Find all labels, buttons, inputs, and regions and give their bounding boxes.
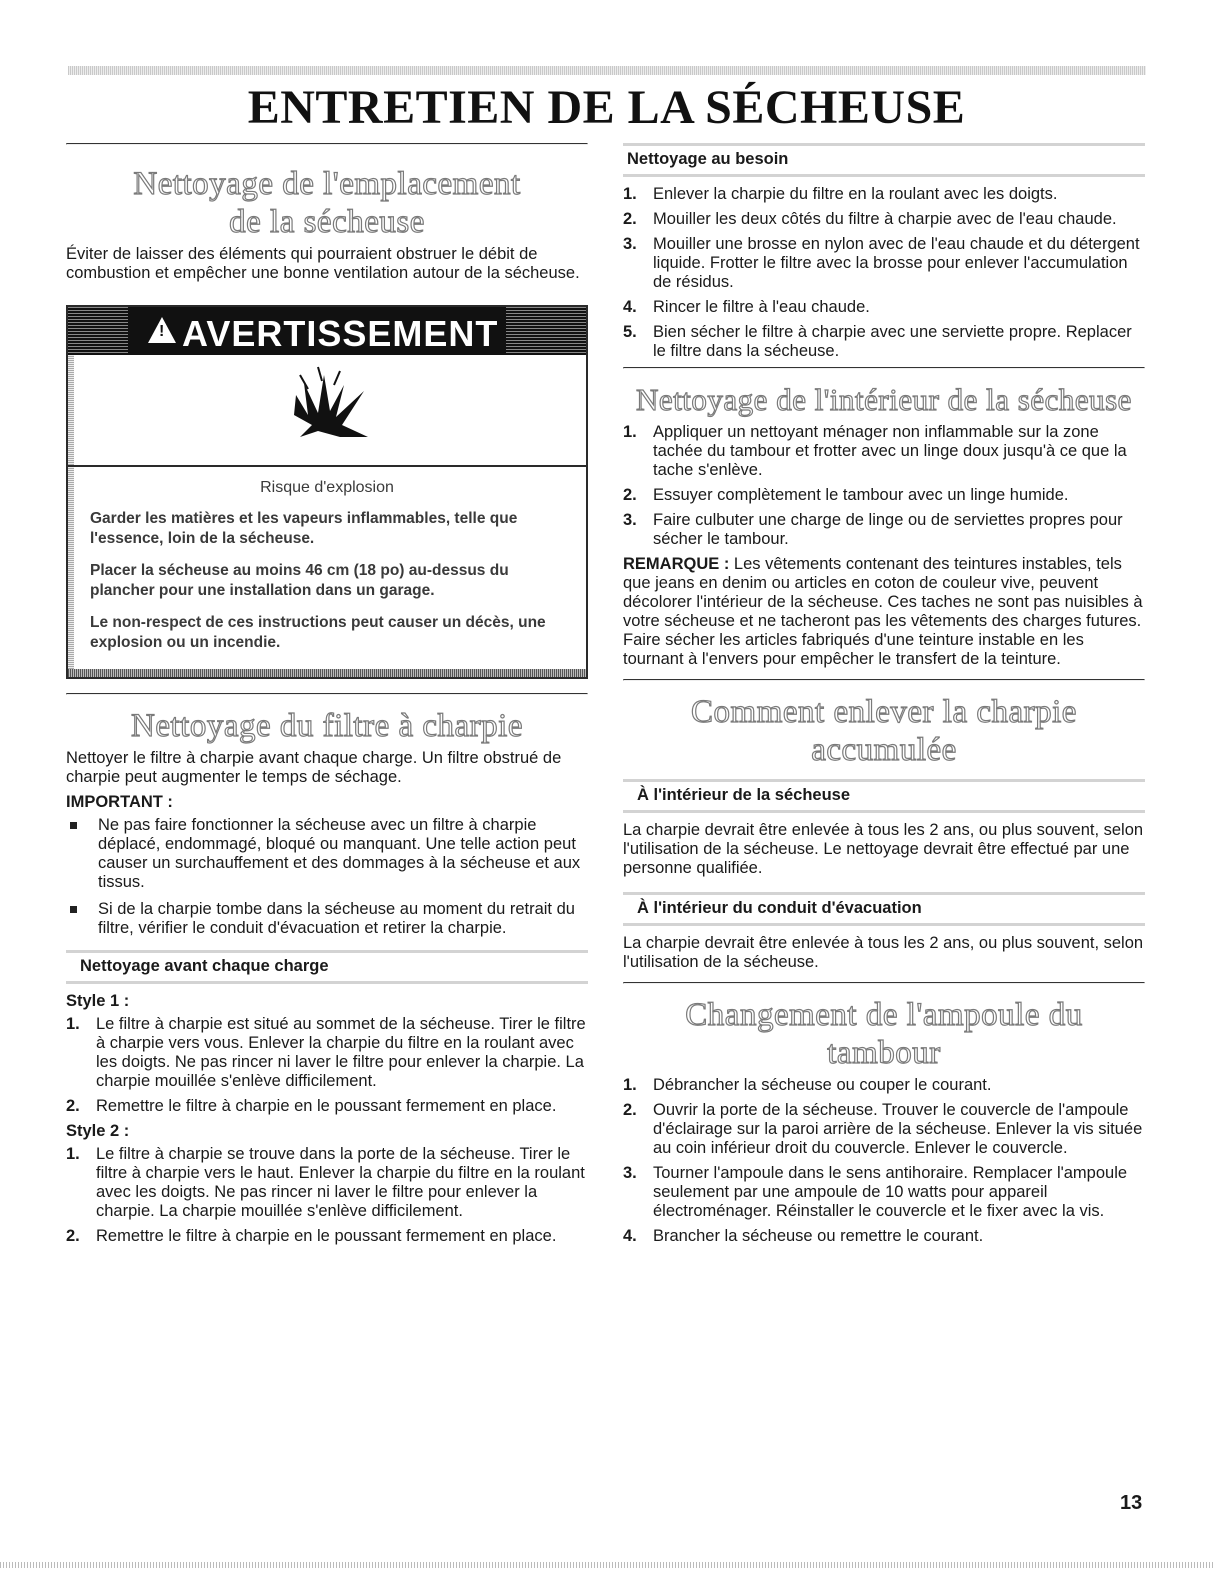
- title-line: Nettoyage de l'emplacement: [133, 166, 521, 202]
- page-title: ENTRETIEN DE LA SÉCHEUSE: [247, 81, 966, 134]
- warning-line: Garder les matières et les vapeurs inflammables, telle que l'essence, loin de la sécheuse.: [90, 510, 518, 547]
- top-decorative-bar: [68, 66, 1146, 75]
- list-item: 2. Remettre le filtre à charpie en le poussant fermement en place.: [66, 1227, 557, 1245]
- list-item: 3. Tourner l'ampoule dans le sens antihoraire. Remplacer l'ampoule seulement par une ampoule de 10 watts pour appareil électroménager. Réinstaller le couvercle et le fixer avec la vis.: [623, 1164, 1128, 1220]
- warning-heading: Risque d'explosion: [260, 479, 394, 496]
- section-divider: [66, 693, 588, 695]
- subhead-avant-charge: Nettoyage avant chaque charge: [66, 950, 588, 984]
- warning-line: Le non-respect de ces instructions peut causer un décès, une explosion ou un incendie.: [90, 614, 546, 651]
- subhead-conduit: À l'intérieur du conduit d'évacuation: [623, 892, 1145, 926]
- left-column: [66, 143, 588, 1252]
- style1-label: Style 1 :: [66, 992, 130, 1010]
- subhead-besoin: Nettoyage au besoin: [623, 143, 1145, 177]
- section-title-interieur: Nettoyage de l'intérieur de la sécheuse: [636, 382, 1132, 417]
- list-item: 1. Le filtre à charpie se trouve dans la porte de la sécheuse. Tirer le filtre à charpie vers le haut. Enlever la charpie du filtre en la roulant avec les doigts. Ne pas rincer ni laver le filtre pour enlever la charpie. La charpie mouillée s'enlève difficilement.: [66, 1145, 585, 1220]
- list-item: 4. Brancher la sécheuse ou remettre le courant.: [623, 1227, 984, 1245]
- list-item: 2. Remettre le filtre à charpie en le poussant fermement en place.: [66, 1097, 557, 1115]
- accumulee-text2: La charpie devrait être enlevée à tous les 2 ans, ou plus souvent, selon l'utilisation de la sécheuse.: [623, 934, 1144, 971]
- title-line: de la sécheuse: [229, 204, 425, 240]
- section-divider: [623, 679, 1145, 681]
- list-item: 5. Bien sécher le filtre à charpie avec une serviette propre. Replacer le filtre dans la sécheuse.: [623, 323, 1132, 360]
- section-title-accumulee: [623, 693, 1145, 769]
- warning-triangle-icon: !: [148, 317, 176, 343]
- besoin-steps: [623, 185, 1145, 361]
- list-item: 3. Mouiller une brosse en nylon avec de l'eau chaude et du détergent liquide. Frotter le filtre avec la brosse pour enlever l'accumulation de résidus.: [623, 235, 1140, 291]
- title-line: Comment enlever la charpie: [691, 694, 1077, 730]
- subhead-interieur-secheuse: À l'intérieur de la sécheuse: [623, 779, 1145, 813]
- emplacement-text: Éviter de laisser des éléments qui pourraient obstruer le débit de combustion et empêcher une bonne ventilation autour de la sécheuse.: [66, 245, 580, 282]
- list-item: 2. Essuyer complètement le tambour avec un linge humide.: [623, 486, 1069, 504]
- list-item: 3. Faire culbuter une charge de linge ou de serviettes propres pour sécher le tambour.: [623, 511, 1123, 548]
- style1-steps: [66, 1015, 588, 1116]
- list-item: 2. Mouiller les deux côtés du filtre à charpie avec de l'eau chaude.: [623, 210, 1117, 228]
- title-line: Changement de l'ampoule du: [685, 997, 1083, 1033]
- list-item: 1. Enlever la charpie du filtre en la roulant avec les doigts.: [623, 185, 1058, 203]
- title-line: tambour: [827, 1035, 941, 1071]
- section-divider: [623, 367, 1145, 369]
- warning-line: Placer la sécheuse au moins 46 cm (18 po) au-dessus du plancher pour une installation dans un garage.: [90, 562, 509, 599]
- list-item: 1. Le filtre à charpie est situé au sommet de la sécheuse. Tirer le filtre à charpie vers vous. Enlever la charpie du filtre en la roulant avec les doigts. Ne pas rincer ni laver le filtre pour enlever la charpie. La charpie mouillée s'enlève difficilement.: [66, 1015, 586, 1090]
- list-item: 1. Appliquer un nettoyant ménager non inflammable sur la zone tachée du tambour et frotter avec un linge doux jusqu'à ce que la tache s'enlève.: [623, 423, 1127, 479]
- interieur-steps: [623, 423, 1145, 549]
- bottom-decorative-bar: [0, 1562, 1213, 1568]
- page-number: 13: [1120, 1492, 1143, 1514]
- list-item: 1. Débrancher la sécheuse ou couper le courant.: [623, 1076, 992, 1094]
- section-title-ampoule: [623, 996, 1145, 1072]
- warning-body: [68, 467, 586, 653]
- list-item: 4. Rincer le filtre à l'eau chaude.: [623, 298, 870, 316]
- important-label: IMPORTANT :: [66, 793, 173, 811]
- ampoule-steps: [623, 1076, 1145, 1246]
- right-column: [623, 143, 1145, 1252]
- section-title-emplacement: [66, 165, 588, 241]
- remarque: REMARQUE : Les vêtements contenant des teintures instables, tels que jeans en denim ou articles en coton de couleur vive, peuvent décolorer l'intérieur de la sécheuse. Ces taches ne sont pas nuisibles à votre sécheuse et ne tacheront pas les vêtements des charges futures. Faire sécher les articles fabriqués d'une teinture instable en les tournant à l'envers pour empêcher le transfert de la teinture.: [623, 555, 1143, 668]
- section-divider: [623, 982, 1145, 984]
- warning-header: [68, 307, 586, 355]
- list-item: 2. Ouvrir la porte de la sécheuse. Trouver le couvercle de l'ampoule d'éclairage sur la paroi arrière de la sécheuse. Enlever la vis située au coin inférieur droit du couvercle. Enlever le couvercle.: [623, 1101, 1143, 1157]
- section-title-filtre: Nettoyage du filtre à charpie: [131, 708, 523, 744]
- list-item: Si de la charpie tombe dans la sécheuse au moment du retrait du filtre, vérifier le conduit d'évacuation et retirer la charpie.: [66, 900, 588, 938]
- style2-label: Style 2 :: [66, 1122, 130, 1140]
- section-divider: [66, 143, 588, 145]
- important-list: [66, 816, 588, 938]
- explosion-icon: [68, 355, 586, 467]
- list-item: Ne pas faire fonctionner la sécheuse avec un filtre à charpie déplacé, endommagé, bloqué ou manquant. Une telle action peut causer un surchauffement et des dommages à la sécheuse et aux tissus.: [66, 816, 588, 892]
- warning-title: AVERTISSEMENT: [182, 313, 499, 354]
- style2-steps: [66, 1145, 588, 1246]
- title-line: accumulée: [811, 732, 957, 768]
- filtre-intro: Nettoyer le filtre à charpie avant chaque charge. Un filtre obstrué de charpie peut augmenter le temps de séchage.: [66, 749, 562, 786]
- accumulee-text1: La charpie devrait être enlevée à tous les 2 ans, ou plus souvent, selon l'utilisation de la sécheuse. Le nettoyage devrait être effectué par une personne qualifiée.: [623, 821, 1144, 877]
- warning-box: [66, 305, 588, 679]
